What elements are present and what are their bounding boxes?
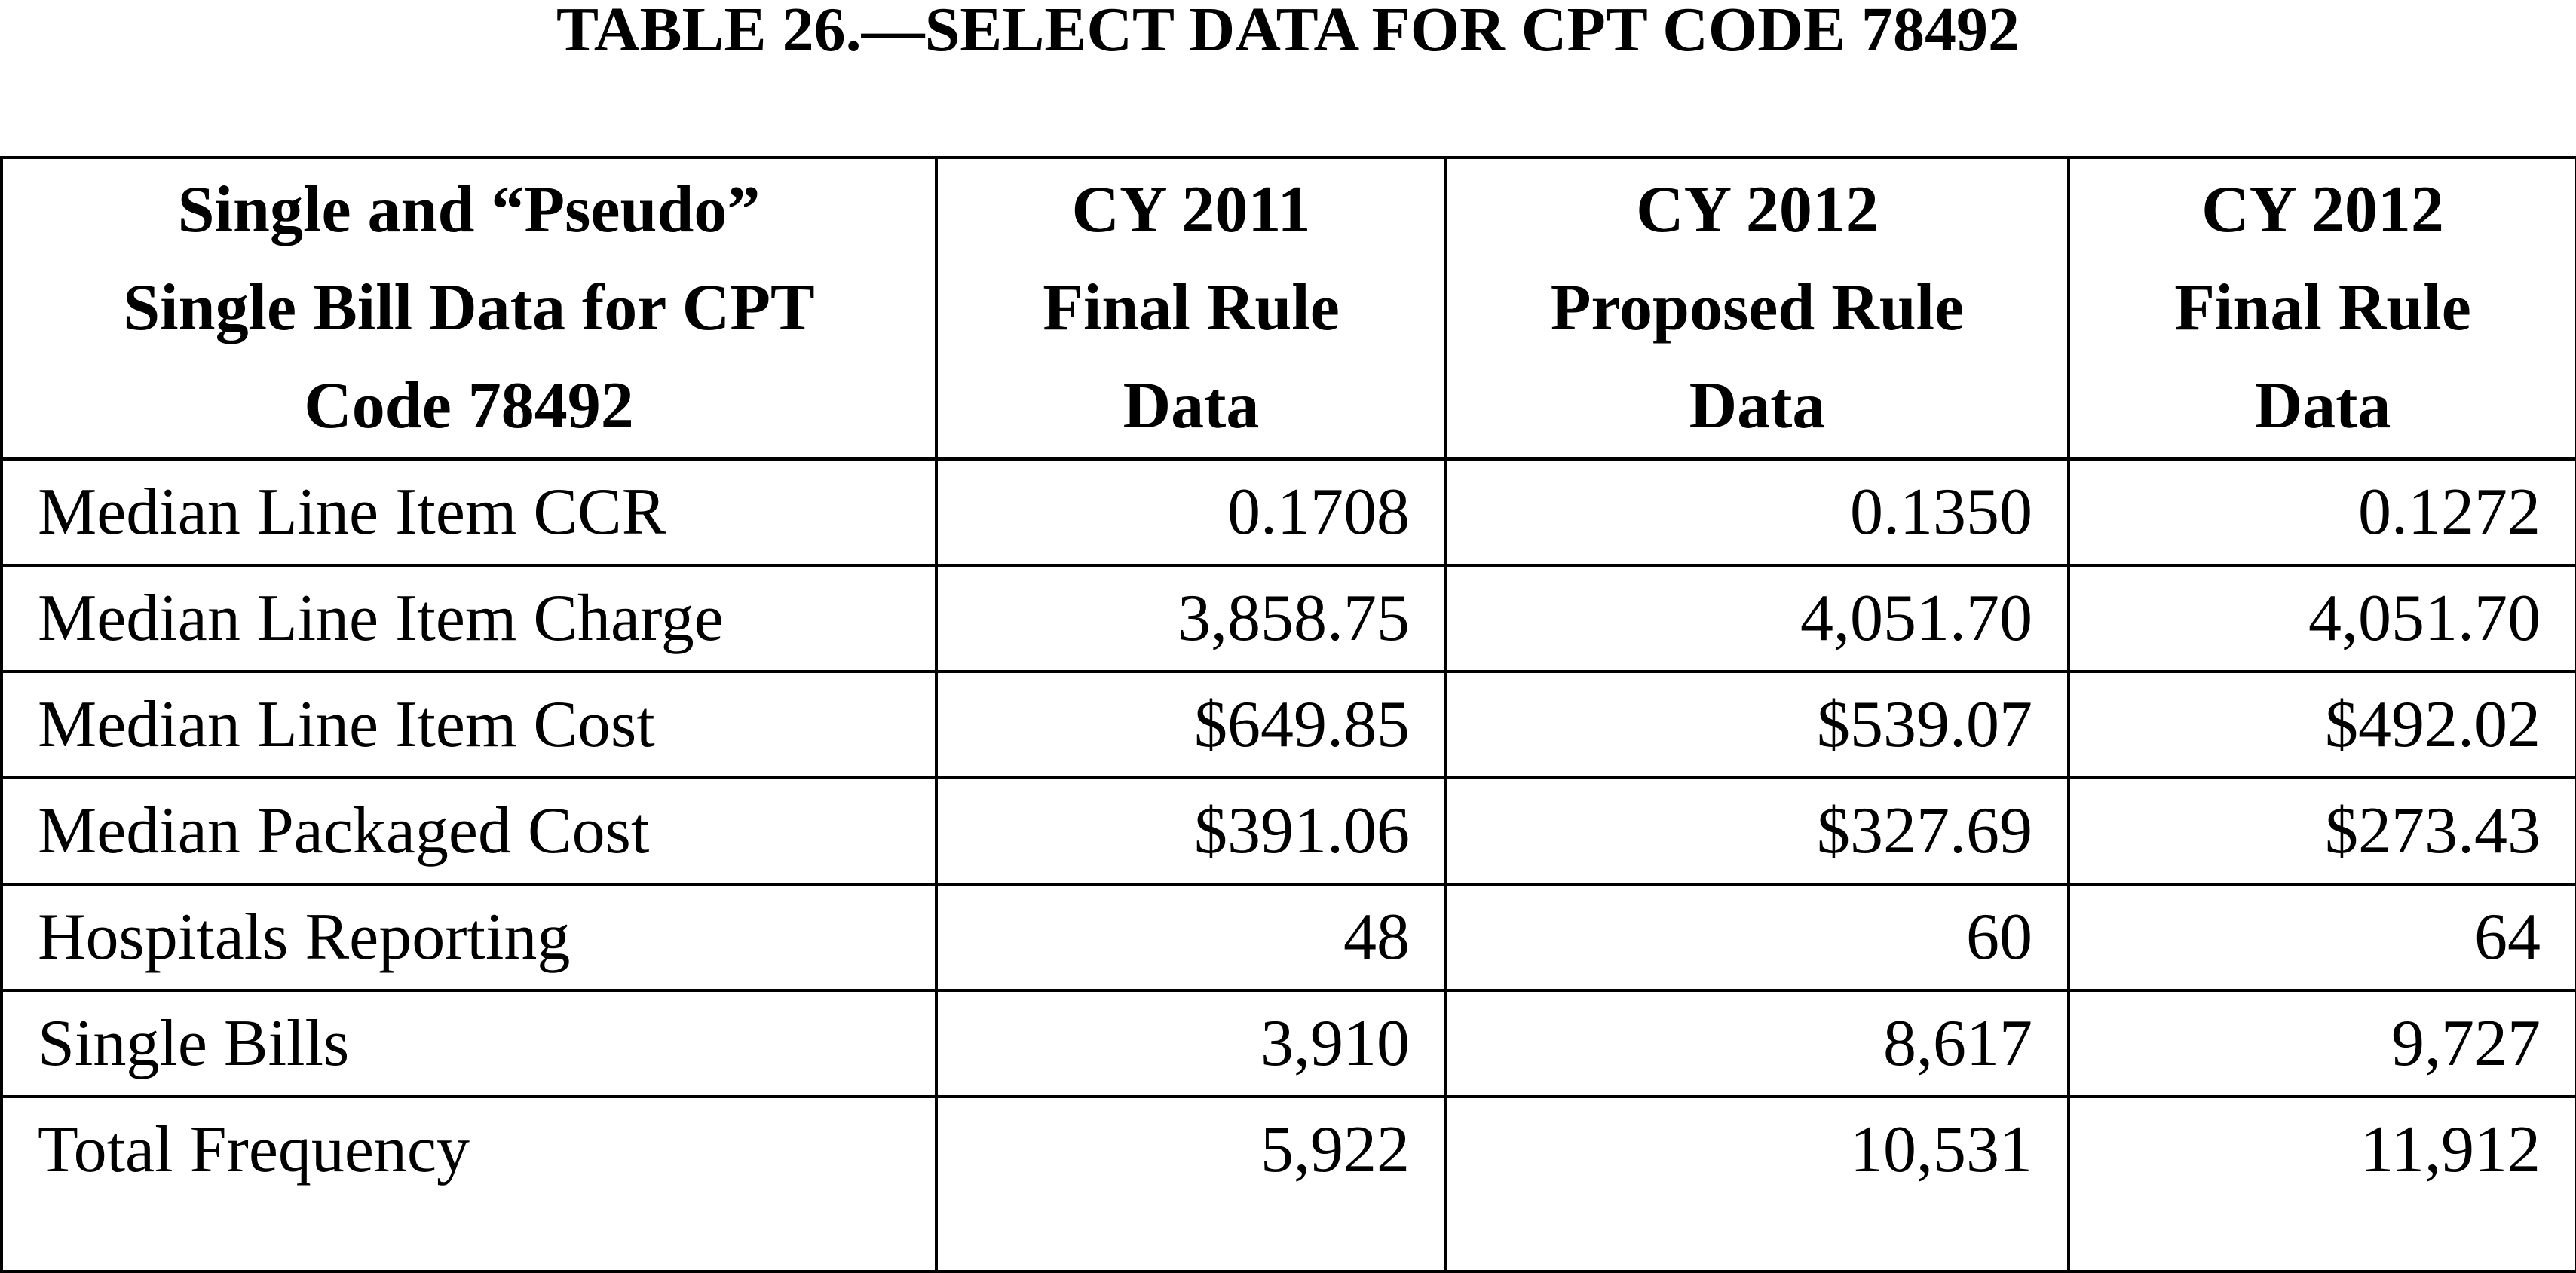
table-cell: 3,910 <box>936 990 1446 1097</box>
table-cell: 4,051.70 <box>1446 565 2069 672</box>
table-cell: 10,531 <box>1446 1097 2069 1271</box>
header-line: Final Rule <box>2174 271 2471 344</box>
table-cell: 0.1708 <box>936 459 1446 565</box>
row-label: Single Bills <box>2 990 936 1097</box>
row-label: Median Line Item Charge <box>2 565 936 672</box>
header-row <box>2 158 2576 459</box>
table-row <box>2 884 2576 990</box>
header-cell-description <box>2 158 936 459</box>
table-cell: 4,051.70 <box>2069 565 2576 672</box>
table-cell: 0.1272 <box>2069 459 2576 565</box>
table-cell: 9,727 <box>2069 990 2576 1097</box>
table-cell: 0.1350 <box>1446 459 2069 565</box>
table-row <box>2 990 2576 1097</box>
header-line: Proposed Rule <box>1550 271 1965 344</box>
table-cell: 11,912 <box>2069 1097 2576 1271</box>
header-line: Single and “Pseudo” <box>177 173 761 246</box>
header-line: Data <box>1689 369 1826 442</box>
header-cell-cy2012-proposed <box>1446 158 2069 459</box>
table-cell: 48 <box>936 884 1446 990</box>
table-cell: $273.43 <box>2069 778 2576 884</box>
table-cell: $391.06 <box>936 778 1446 884</box>
header-cell-cy2012-final <box>2069 158 2576 459</box>
table-row <box>2 672 2576 778</box>
row-label: Median Packaged Cost <box>2 778 936 884</box>
row-label: Total Frequency <box>2 1097 936 1271</box>
table-row <box>2 1097 2576 1271</box>
row-label: Hospitals Reporting <box>2 884 936 990</box>
table-row <box>2 565 2576 672</box>
data-table <box>0 156 2576 1273</box>
table-cell: 8,617 <box>1446 990 2069 1097</box>
table-cell: 5,922 <box>936 1097 1446 1271</box>
table-cell: 64 <box>2069 884 2576 990</box>
header-line: Code 78492 <box>304 369 634 442</box>
header-line: Single Bill Data for CPT <box>123 271 815 344</box>
row-label: Median Line Item Cost <box>2 672 936 778</box>
table-cell: $327.69 <box>1446 778 2069 884</box>
table-cell: 60 <box>1446 884 2069 990</box>
table-cell: 3,858.75 <box>936 565 1446 672</box>
page-title: TABLE 26.—SELECT DATA FOR CPT CODE 78492 <box>556 0 2020 65</box>
table-cell: $649.85 <box>936 672 1446 778</box>
table-cell: $492.02 <box>2069 672 2576 778</box>
header-line: Final Rule <box>1043 271 1340 344</box>
header-line: Data <box>2254 369 2391 442</box>
header-line: CY 2012 <box>2201 173 2444 246</box>
header-cell-cy2011-final <box>936 158 1446 459</box>
header-line: Data <box>1123 369 1260 442</box>
header-line: CY 2011 <box>1071 173 1311 246</box>
table-row <box>2 778 2576 884</box>
header-line: CY 2012 <box>1636 173 1879 246</box>
table-row <box>2 459 2576 565</box>
row-label: Median Line Item CCR <box>2 459 936 565</box>
table-cell: $539.07 <box>1446 672 2069 778</box>
